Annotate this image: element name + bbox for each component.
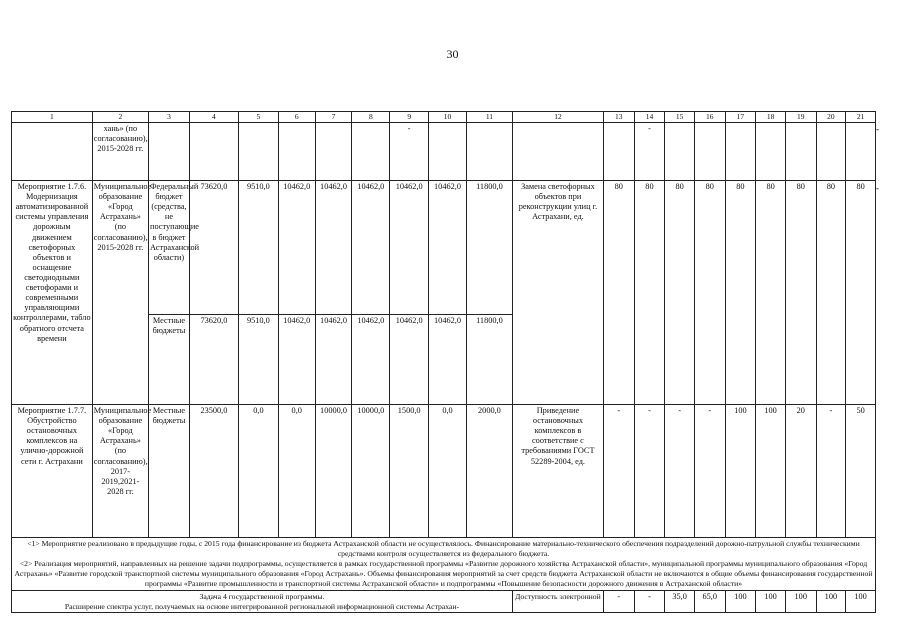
table-cell xyxy=(189,123,238,181)
task-text: Расширение спектра услуг, получаемых на основе интегрированной региональной информационной системы Астрахан- xyxy=(64,601,460,611)
value-cell: 2000,0 xyxy=(466,405,512,538)
value-cell: 10000,0 xyxy=(352,405,390,538)
table-cell xyxy=(315,123,352,181)
header-cell: 3 xyxy=(149,112,190,123)
indicator-value-cell: 100 xyxy=(756,591,786,613)
measure-name-cell: Мероприятие 1.7.7. Обустройство остановочных комплексов на улично-дорожной сети г. Астрахани xyxy=(12,405,93,538)
indicator-value-cell: 100 xyxy=(725,405,756,538)
header-cell: 8 xyxy=(352,112,390,123)
value-cell: 10000,0 xyxy=(315,405,352,538)
table-cell xyxy=(12,123,93,181)
notes-row xyxy=(12,538,876,591)
indicator-value-cell: 80 xyxy=(816,181,846,405)
value-cell: 10462,0 xyxy=(429,181,467,315)
value-cell: 10462,0 xyxy=(315,181,352,315)
table-cell xyxy=(816,123,846,181)
indicator-value-cell: 80 xyxy=(846,181,876,405)
margin-mark: - xyxy=(876,124,879,134)
indicator-name-cell: Приведение остановочных комплексов в соответствие с требованиями ГОСТ 52289-2004, ед. xyxy=(512,405,603,538)
header-cell: 10 xyxy=(429,112,467,123)
indicator-value-cell: 80 xyxy=(725,181,756,405)
header-cell: 2 xyxy=(92,112,148,123)
funding-source-cell: Местные бюджеты xyxy=(149,315,190,405)
indicator-value-cell: 50 xyxy=(846,405,876,538)
indicator-value-cell: 100 xyxy=(756,405,786,538)
column-number-row xyxy=(12,112,876,123)
indicator-value-cell: 100 xyxy=(846,591,876,613)
table-cell xyxy=(429,123,467,181)
value-cell: 0,0 xyxy=(278,405,315,538)
indicator-value-cell: 80 xyxy=(756,181,786,405)
header-cell: 14 xyxy=(634,112,665,123)
table-cell: - xyxy=(390,123,429,181)
value-cell: 23500,0 xyxy=(189,405,238,538)
value-cell: 10462,0 xyxy=(315,315,352,405)
indicator-value-cell: 100 xyxy=(725,591,756,613)
header-cell: 1 xyxy=(12,112,93,123)
indicator-value-cell: 80 xyxy=(634,181,665,405)
header-cell: 20 xyxy=(816,112,846,123)
table-cell xyxy=(846,123,876,181)
value-cell: 1500,0 xyxy=(390,405,429,538)
table-cell xyxy=(512,123,603,181)
header-cell: 15 xyxy=(665,112,695,123)
continuation-row xyxy=(12,123,876,181)
header-cell: 18 xyxy=(756,112,786,123)
funding-source-cell: Федеральный бюджет (средства, не поступающие в бюджет Астраханской области) xyxy=(149,181,190,315)
table-cell xyxy=(149,123,190,181)
task-cell xyxy=(12,591,513,613)
indicator-value-cell: 65,0 xyxy=(694,591,725,613)
table-cell xyxy=(725,123,756,181)
value-cell: 0,0 xyxy=(429,405,467,538)
table-row xyxy=(12,181,876,315)
indicator-value-cell: 100 xyxy=(816,591,846,613)
table-cell xyxy=(603,123,634,181)
header-cell: 7 xyxy=(315,112,352,123)
header-cell: 9 xyxy=(390,112,429,123)
page-number: 30 xyxy=(446,47,459,61)
header-cell: 13 xyxy=(603,112,634,123)
header-cell: 5 xyxy=(238,112,278,123)
header-cell: 11 xyxy=(466,112,512,123)
indicator-value-cell: 35,0 xyxy=(665,591,695,613)
indicator-value-cell: 100 xyxy=(785,591,816,613)
table-cell: - xyxy=(634,123,665,181)
header-cell: 6 xyxy=(278,112,315,123)
indicator-value-cell: 80 xyxy=(665,181,695,405)
value-cell: 9510,0 xyxy=(238,315,278,405)
value-cell: 10462,0 xyxy=(429,315,467,405)
footnotes-cell xyxy=(12,538,876,591)
indicator-name-cell: Замена светофорных объектов при реконструкции улиц г. Астрахани, ед. xyxy=(512,181,603,405)
value-cell: 73620,0 xyxy=(189,315,238,405)
table-cell xyxy=(756,123,786,181)
indicator-value-cell: - xyxy=(603,591,634,613)
margin-mark: - xyxy=(876,183,879,193)
header-cell: 17 xyxy=(725,112,756,123)
footnote-1: <1> Мероприятие реализовано в предыдущие годы, с 2015 года финансирование из бюджета Астраханской области не осуществлялось. Финансирование материально-технического обеспечения подразделений дорожно-патрульной службы техническими средствами контроля осуществляется из федерального бюджета. xyxy=(27,539,860,558)
indicator-value-cell: - xyxy=(665,405,695,538)
table-cell xyxy=(785,123,816,181)
executor-cell: Муниципальное образование «Город Астрахань» (по согласованию), 2015-2028 гг. xyxy=(92,181,148,405)
table-cell xyxy=(466,123,512,181)
task-title: Задача 4 государственной программы. xyxy=(199,592,325,601)
table-cell xyxy=(665,123,695,181)
indicator-value-cell: - xyxy=(634,405,665,538)
value-cell: 10462,0 xyxy=(278,181,315,315)
indicator-value-cell: - xyxy=(816,405,846,538)
indicator-value-cell: 80 xyxy=(694,181,725,405)
indicator-value-cell: - xyxy=(603,405,634,538)
program-table xyxy=(11,111,876,613)
value-cell: 11800,0 xyxy=(466,315,512,405)
table-cell xyxy=(278,123,315,181)
value-cell: 9510,0 xyxy=(238,181,278,315)
header-cell: 19 xyxy=(785,112,816,123)
table-row xyxy=(12,405,876,538)
table-cell xyxy=(238,123,278,181)
value-cell: 10462,0 xyxy=(390,181,429,315)
value-cell: 10462,0 xyxy=(352,315,390,405)
task-row xyxy=(12,591,876,613)
indicator-name-cell: Доступность электронной xyxy=(512,591,603,613)
executor-cell: Муниципальное образование «Город Астрахань» (по согласованию), 2017-2019,2021-2028 гг. xyxy=(92,405,148,538)
value-cell: 10462,0 xyxy=(390,315,429,405)
footnote-2: <2> Реализация мероприятий, направленных на решение задачи подпрограммы, осуществляется в рамках государственной программы «Развитие дорожного хозяйства Астраханской области», муниципальной программы муниципального образования «Город Астрахань» «Развитие городской транспортной системы муниципального образования «Город Астрахань». Объемы финансирования мероприятий за счет средств бюджета Астраханской области не включаются в общие объемы финансирования государственной программы «Развитие промышленности и транспортной системы Астраханской области» и подпрограммы «Повышение безопасности дорожного движения в Астраханской области» xyxy=(14,559,873,588)
table-cell xyxy=(352,123,390,181)
table-cell xyxy=(694,123,725,181)
value-cell: 10462,0 xyxy=(278,315,315,405)
value-cell: 0,0 xyxy=(238,405,278,538)
measure-name-cell: Мероприятие 1.7.6. Модернизация автоматизированной системы управления дорожным движением светофорных объектов и оснащение светодиодными светофорами и современными управляющими контроллерами, табло обратного отсчета времени xyxy=(12,181,93,405)
header-cell: 21 xyxy=(846,112,876,123)
indicator-value-cell: 80 xyxy=(785,181,816,405)
indicator-value-cell: - xyxy=(634,591,665,613)
value-cell: 73620,0 xyxy=(189,181,238,315)
indicator-value-cell: - xyxy=(694,405,725,538)
executor-cell: хань» (по согласованию), 2015-2028 гг. xyxy=(92,123,148,181)
header-cell: 4 xyxy=(189,112,238,123)
funding-source-cell: Местные бюджеты xyxy=(149,405,190,538)
header-cell: 16 xyxy=(694,112,725,123)
header-cell: 12 xyxy=(512,112,603,123)
value-cell: 10462,0 xyxy=(352,181,390,315)
indicator-value-cell: 20 xyxy=(785,405,816,538)
indicator-value-cell: 80 xyxy=(603,181,634,405)
value-cell: 11800,0 xyxy=(466,181,512,315)
